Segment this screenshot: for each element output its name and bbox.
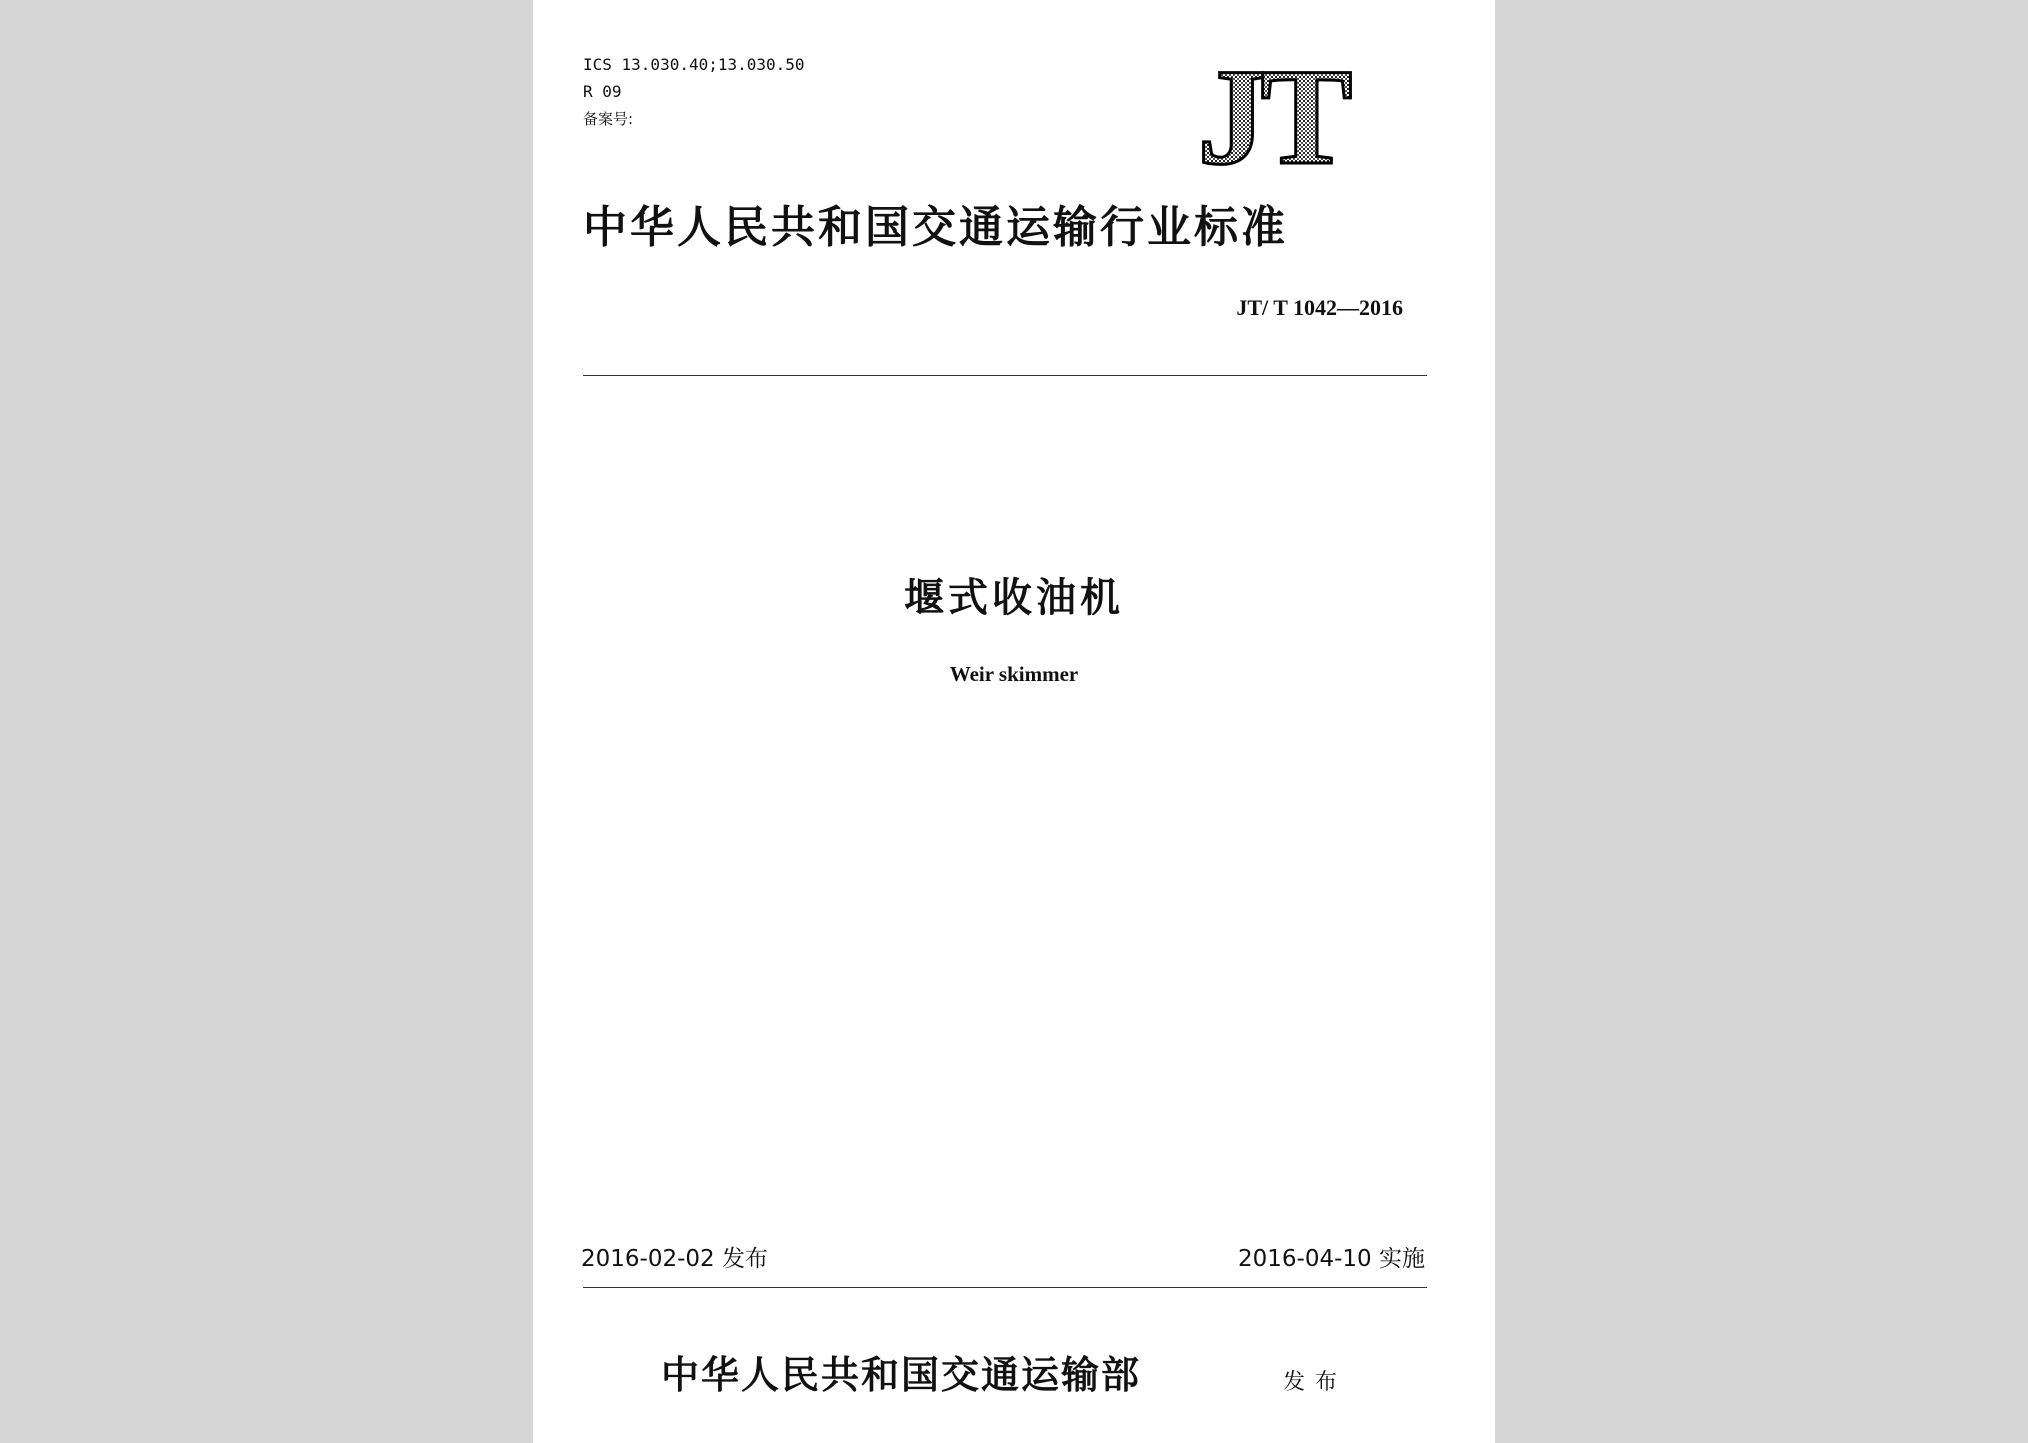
document-page: [533, 0, 1495, 1443]
bottom-divider: [583, 1287, 1427, 1288]
industry-standard-title: 中华人民共和国交通运输行业标准: [583, 202, 1288, 253]
standard-title-chinese: 堰式收油机: [904, 575, 1124, 621]
ics-code: ICS 13.030.40;13.030.50: [583, 55, 805, 74]
publish-label: 发布: [1283, 1370, 1348, 1395]
top-divider: [583, 375, 1427, 376]
jt-logo: [1167, 60, 1377, 170]
classification-code: R 09: [583, 82, 622, 101]
issue-date: 2016-02-02 发布: [581, 1246, 768, 1272]
publisher-name: 中华人民共和国交通运输部: [661, 1353, 1142, 1397]
standard-title-english: Weir skimmer: [949, 662, 1079, 686]
record-number-label: 备案号:: [583, 110, 634, 128]
logo-text: JT: [1197, 60, 1347, 170]
standard-number: JT/ T 1042—2016: [1236, 295, 1403, 320]
implementation-date: 2016-04-10 实施: [1238, 1246, 1425, 1272]
